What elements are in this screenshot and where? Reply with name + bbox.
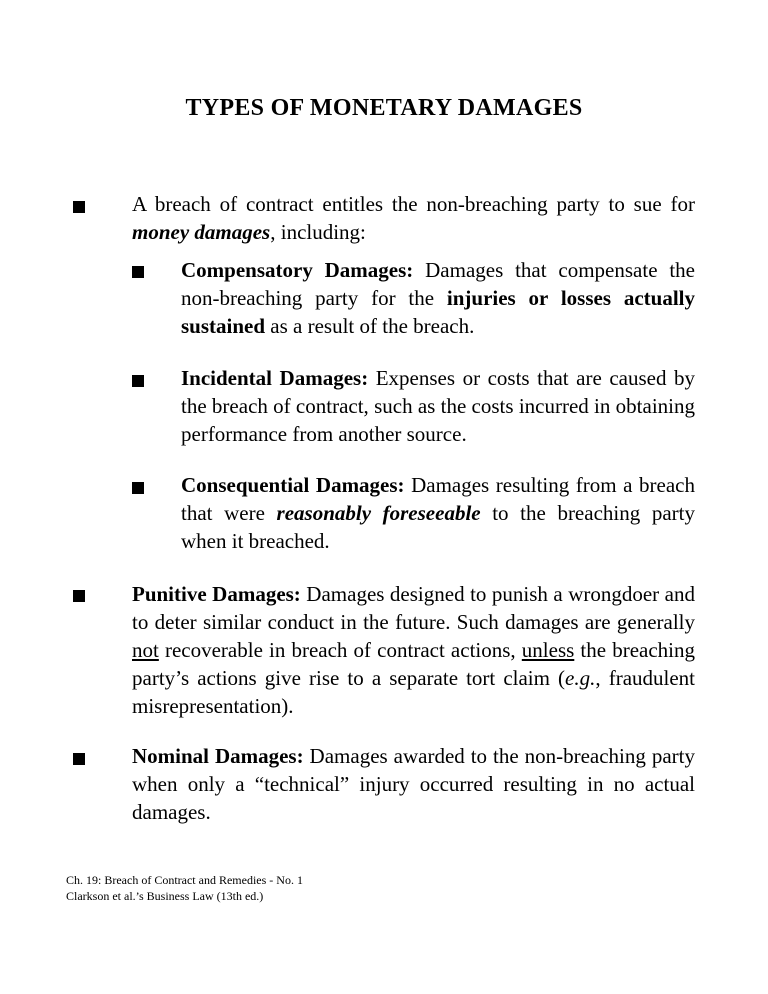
incidental-term: Incidental Damages: [181,366,369,390]
footer-chapter: Ch. 19: Breach of Contract and Remedies - No. 1 [66,873,303,887]
punitive-text: Damages designed to punish a wrongdoer and to deter similar conduct in the future. Such damages are generally [132,582,695,634]
intro-paragraph [132,190,695,246]
compensatory-text: Damages that compensate the non-breaching party for the [181,258,695,310]
punitive-text-4: , fraudulent misrepresentation). [132,666,695,718]
compensatory-term: Compensatory Damages: [181,258,414,282]
bullet-square-icon [73,201,85,213]
nominal-paragraph [132,742,695,826]
bullet-square-icon [73,590,85,602]
bullet-square-icon [73,753,85,765]
compensatory-bold: injuries or losses actually sustained [181,286,695,338]
consequential-text: Damages resulting from a breach that were [181,473,695,525]
punitive-not: not [132,638,159,662]
punitive-unless: unless [521,638,575,662]
bullet-square-icon [132,482,144,494]
punitive-term: Punitive Damages: [132,582,301,606]
consequential-emphasis: reasonably foreseeable [276,501,481,525]
compensatory-paragraph [181,256,695,340]
bullet-square-icon [132,266,144,278]
bullet-square-icon [132,375,144,387]
intro-emphasis: money damages [132,220,271,244]
punitive-eg: e.g. [565,666,596,690]
incidental-paragraph [181,364,695,448]
nominal-term: Nominal Damages: [132,744,304,768]
footer-source: Clarkson et al.’s Business Law (13th ed.) [66,889,264,903]
consequential-paragraph [181,471,695,555]
consequential-term: Consequential Damages: [181,473,405,497]
compensatory-text-end: as a result of the breach. [265,314,475,338]
intro-text-end: , including: [270,220,366,244]
nominal-text: Damages awarded to the non-breaching party when only a “technical” injury occurred resulting in no actual damages. [132,744,695,824]
incidental-text: Expenses or costs that are caused by the breach of contract, such as the costs incurred in obtaining performance from another source. [181,366,695,446]
footer [66,872,303,904]
punitive-paragraph [132,580,695,720]
consequential-text-end: to the breaching party when it breached. [181,501,695,553]
page-title: TYPES OF MONETARY DAMAGES [185,95,583,121]
punitive-text-2: recoverable in breach of contract actions, [158,638,522,662]
punitive-text-3: the breaching party’s actions give rise to a separate tort claim ( [132,638,695,690]
intro-text: A breach of contract entitles the non-breaching party to sue for [132,192,695,216]
